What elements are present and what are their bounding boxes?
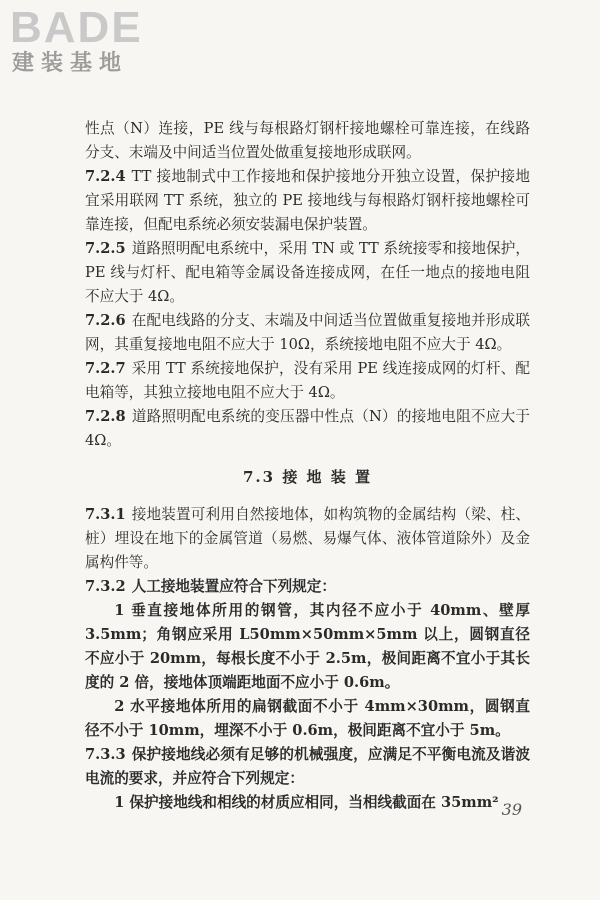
clause-number: 7.2.6	[85, 312, 126, 329]
bade-logo	[10, 3, 143, 78]
paragraph-continued: 性点（N）连接，PE 线与每根路灯钢杆接地螺栓可靠连接，在线路分支、末端及中间适当位置处做重复接地形成联网。	[85, 120, 530, 161]
page-number: 39	[501, 800, 522, 819]
clause-text: 道路照明配电系统中，采用 TN 或 TT 系统接零和接地保护，PE 线与灯杆、配电箱等金属设备连接成网，在任一地点的接地电阻不应大于 4Ω。	[85, 240, 530, 305]
clause-number: 7.2.5	[85, 240, 126, 257]
clause-text: 人工接地装置应符合下列规定：	[131, 578, 336, 595]
clause-7-3-2-item-2: 2 水平接地体所用的扁钢截面不小于 4mm×30mm，圆钢直径不小于 10mm，埋深不小于 0.6m，极间距离不宜小于 5m。	[85, 698, 530, 739]
clause-7-3-2	[85, 575, 530, 599]
logo-sub-text: 建装基地	[12, 51, 129, 76]
clause-number: 7.3.1	[85, 506, 126, 523]
clause-7-2-6	[85, 309, 530, 357]
clause-7-3-1	[85, 503, 530, 575]
clause-text: 采用 TT 系统接地保护，没有采用 PE 线连接成网的灯杆、配电箱等，其独立接地电阻不应大于 4Ω。	[85, 360, 530, 401]
clause-number: 7.2.8	[85, 408, 126, 425]
page-body	[85, 117, 530, 815]
clause-7-2-8	[85, 405, 530, 453]
clause-number: 7.2.4	[85, 168, 126, 185]
clause-text: 接地装置可利用自然接地体，如构筑物的金属结构（梁、柱、桩）埋设在地下的金属管道（易燃、易爆气体、液体管道除外）及金属构件等。	[85, 506, 530, 571]
clause-number: 7.2.7	[85, 360, 126, 377]
clause-7-2-7	[85, 357, 530, 405]
clause-7-3-2-item-1: 1 垂直接地体所用的钢管，其内径不应小于 40mm、壁厚 3.5mm；角钢应采用 L50mm×50mm×5mm 以上，圆钢直径不应小于 20mm，每根长度不小于 2.5m，极间距离不宜小于其长度的 2 倍，接地体顶端距地面不应小于 0.6m。	[85, 602, 530, 691]
clause-7-2-5	[85, 237, 530, 309]
logo-main-text: BADE	[10, 3, 143, 52]
clause-number: 7.3.3	[85, 746, 126, 763]
section-heading-7-3: 7.3 接 地 装 置	[243, 468, 372, 486]
clause-number: 7.3.2	[85, 578, 126, 595]
clause-text: TT 接地制式中工作接地和保护接地分开独立设置，保护接地宜采用联网 TT 系统，独立的 PE 接地线与每根路灯钢杆接地螺栓可靠连接，但配电系统必须安装漏电保护装置。	[85, 168, 530, 233]
clause-text: 保护接地线必须有足够的机械强度，应满足不平衡电流及谐波电流的要求，并应符合下列规定：	[85, 746, 530, 787]
clause-7-3-3	[85, 743, 530, 791]
clause-text: 道路照明配电系统的变压器中性点（N）的接地电阻不应大于 4Ω。	[85, 408, 530, 449]
clause-7-2-4	[85, 165, 530, 237]
clause-text: 在配电线路的分支、末端及中间适当位置做重复接地并形成联网，其重复接地电阻不应大于 10Ω，系统接地电阻不应大于 4Ω。	[85, 312, 530, 353]
clause-7-3-3-item-1: 1 保护接地线和相线的材质应相同，当相线截面在 35mm²	[114, 794, 499, 811]
